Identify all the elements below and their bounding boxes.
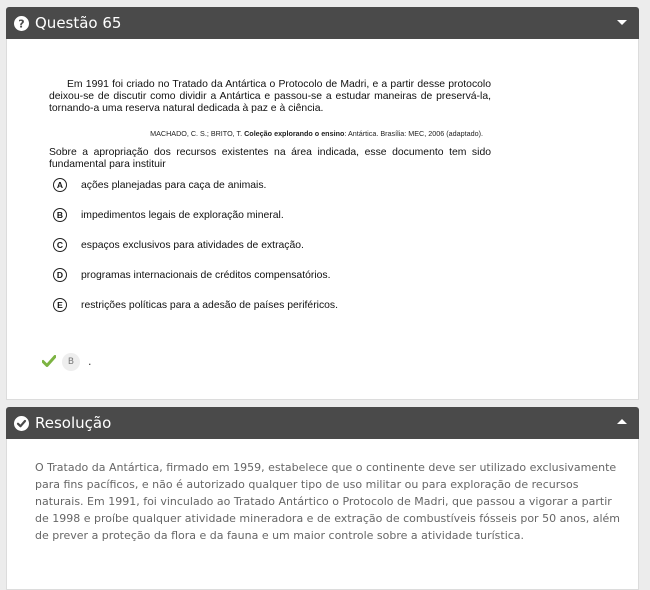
answer-suffix: . <box>88 355 92 368</box>
resolution-panel <box>6 407 639 590</box>
question-prompt: Sobre a apropriação dos recursos existentes na área indicada, esse documento tem sido fundamental para instituir <box>49 147 491 171</box>
check-icon <box>42 352 56 371</box>
check-circle-icon <box>14 416 29 431</box>
option-text: programas internacionais de créditos compensatórios. <box>81 269 331 281</box>
option-text: ações planejadas para caça de animais. <box>81 179 267 191</box>
citation-prefix: MACHADO, C. S.; BRITO, T. <box>150 129 245 138</box>
option-text: espaços exclusivos para atividades de extração. <box>81 239 304 251</box>
question-panel <box>6 7 639 400</box>
passage-text: Em 1991 foi criado no Tratado da Antártica o Protocolo de Madri, e a partir desse protocolo deixou-se de discutir como dividir a Antártica e passou-se a estudar maneiras de preservá-la, tornando-a uma reserva natural dedicada à paz e à ciência. <box>49 79 491 115</box>
option-letter: D <box>53 268 67 282</box>
caret-down-icon[interactable] <box>617 20 627 25</box>
question-title: Questão 65 <box>35 14 122 32</box>
question-body <box>6 39 639 400</box>
svg-text:?: ? <box>18 17 25 30</box>
resolution-header[interactable] <box>6 407 639 439</box>
option-c[interactable] <box>53 238 304 252</box>
resolution-body <box>6 439 639 590</box>
option-a[interactable] <box>53 178 266 192</box>
option-text: restrições políticas para a adesão de países periféricos. <box>81 299 339 311</box>
option-letter: A <box>53 178 67 192</box>
answer-row <box>42 352 92 371</box>
citation-title: Coleção explorando o ensino <box>244 129 345 138</box>
resolution-text: O Tratado da Antártica, firmado em 1959, estabelece que o continente deve ser utilizado exclusivamente para fins pacíficos, e não é autorizado qualquer tipo de uso militar ou para exploração de recursos naturais. Em 1991, foi vinculado ao Tratado Antártico o Protocolo de Madri, que passou a vigorar a partir de 1998 e proíbe qualquer atividade mineradora e de extração de combustíveis fósseis por 50 anos, além de prever a proteção da flora e da fauna e um maior controle sobre a atividade turística. <box>35 461 621 542</box>
answer-badge: B <box>62 353 80 371</box>
resolution-title: Resolução <box>35 414 112 432</box>
option-letter: B <box>53 208 67 222</box>
option-d[interactable] <box>53 268 331 282</box>
option-e[interactable] <box>53 298 338 312</box>
option-text: impedimentos legais de exploração mineral. <box>81 209 284 221</box>
citation-suffix: : Antártica. Brasília: MEC, 2006 (adaptado). <box>344 129 483 138</box>
option-b[interactable] <box>53 208 284 222</box>
question-header[interactable] <box>6 7 639 39</box>
caret-up-icon[interactable] <box>617 419 627 424</box>
question-circle-icon <box>14 16 29 31</box>
citation <box>150 129 483 138</box>
option-letter: C <box>53 238 67 252</box>
option-letter: E <box>53 298 67 312</box>
